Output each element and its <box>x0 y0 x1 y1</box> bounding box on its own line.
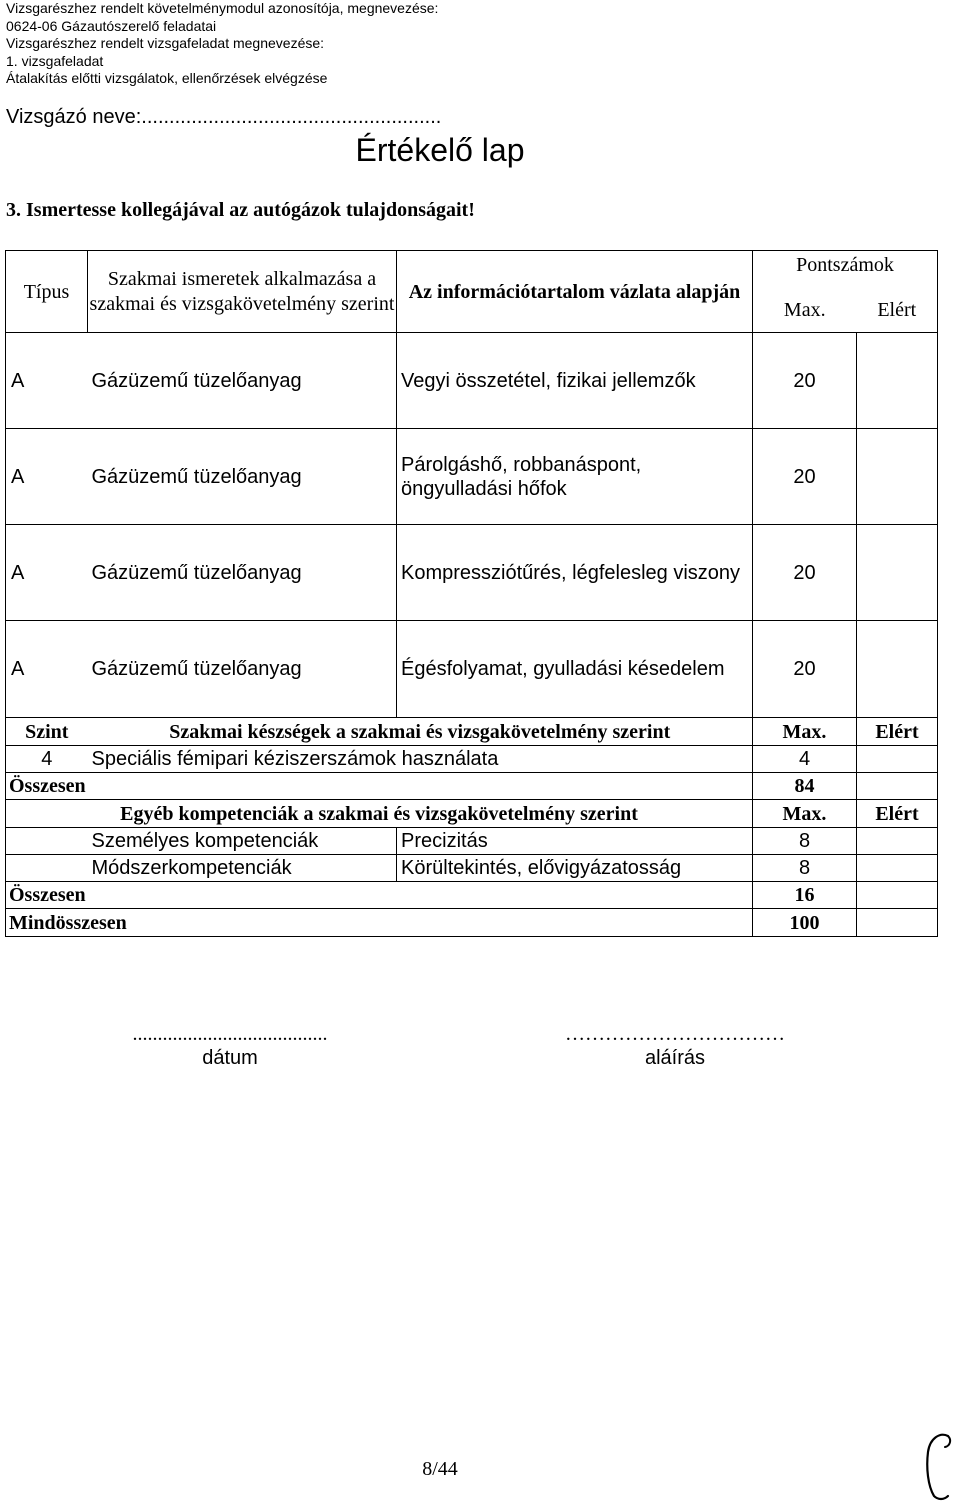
competency-category: Személyes kompetenciák <box>88 828 397 855</box>
page-number: 8/44 <box>422 1458 458 1480</box>
row-knowledge: Gázüzemű tüzelőanyag <box>88 621 397 718</box>
row-content: Vegyi összetétel, fizikai jellemzők <box>397 333 753 429</box>
skills-header-row <box>6 718 938 746</box>
subtotal-value: 84 <box>753 773 857 800</box>
row-type: A <box>6 621 88 718</box>
header-line: Vizsgarészhez rendelt követelménymodul azonosítója, megnevezése: <box>6 0 439 16</box>
row-max-points: 20 <box>753 525 857 621</box>
competencies-achieved-label: Elért <box>857 800 938 828</box>
competency-row <box>6 828 938 855</box>
subtotal-row <box>6 882 938 909</box>
competency-category: Módszerkompetenciák <box>88 855 397 882</box>
grand-total-achieved <box>857 909 938 937</box>
skills-name: Speciális fémipari kéziszerszámok használata <box>88 746 753 773</box>
skills-level: 4 <box>6 746 88 773</box>
skills-achieved-points <box>857 746 938 773</box>
col-header-max: Max. <box>753 279 857 333</box>
row-type: A <box>6 525 88 621</box>
grand-total-label: Mindösszesen <box>6 909 753 937</box>
row-knowledge: Gázüzemű tüzelőanyag <box>88 525 397 621</box>
col-header-knowledge: Szakmai ismeretek alkalmazása a szakmai és vizsgakövetelmény szerint <box>88 251 397 333</box>
competencies-max-label: Max. <box>753 800 857 828</box>
competency-achieved-points <box>857 855 938 882</box>
skills-level-label: Szint <box>6 718 88 746</box>
row-content: Kompressziótűrés, légfelesleg viszony <box>397 525 753 621</box>
row-content: Párolgáshő, robbanáspont, öngyulladási hőfok <box>397 429 753 525</box>
competency-max-points: 8 <box>753 855 857 882</box>
grand-total-value: 100 <box>753 909 857 937</box>
page-title: Értékelő lap <box>355 132 525 168</box>
header-line: 1. vizsgafeladat <box>6 52 104 69</box>
task-title: 3. Ismertesse kollegájával az autógázok tulajdonságait! <box>6 199 475 221</box>
competency-achieved-points <box>857 828 938 855</box>
skills-max-label: Max. <box>753 718 857 746</box>
subtotal-label: Összesen <box>6 882 753 909</box>
row-knowledge: Gázüzemű tüzelőanyag <box>88 429 397 525</box>
document-header <box>6 0 438 88</box>
competency-spacer <box>6 828 88 855</box>
col-header-points: Pontszámok <box>753 251 938 279</box>
row-content: Égésfolyamat, gyulladási késedelem <box>397 621 753 718</box>
table-row <box>6 333 938 429</box>
evaluation-table <box>5 250 938 937</box>
row-achieved-points <box>857 429 938 525</box>
subtotal-label: Összesen <box>6 773 753 800</box>
row-max-points: 20 <box>753 333 857 429</box>
handwritten-mark <box>918 1430 958 1502</box>
row-achieved-points <box>857 333 938 429</box>
header-line: Vizsgarészhez rendelt vizsgafeladat megnevezése: <box>6 35 325 52</box>
competencies-header-row <box>6 800 938 828</box>
signature-dots: …………………………… <box>565 1023 785 1045</box>
examinee-name-field: Vizsgázó neve:...................................................... <box>6 106 442 128</box>
competencies-title: Egyéb kompetenciák a szakmai és vizsgakövetelmény szerint <box>6 800 753 828</box>
row-type: A <box>6 429 88 525</box>
row-knowledge: Gázüzemű tüzelőanyag <box>88 333 397 429</box>
col-header-content: Az információtartalom vázlata alapján <box>397 251 753 333</box>
header-line: Átalakítás előtti vizsgálatok, ellenőrzések elvégzése <box>6 70 328 87</box>
competency-spacer <box>6 855 88 882</box>
col-header-achieved: Elért <box>857 279 938 333</box>
date-dots: ....................................... <box>132 1023 328 1045</box>
subtotal-achieved <box>857 882 938 909</box>
header-line: 0624-06 Gázautószerelő feladatai <box>6 17 217 34</box>
row-type: A <box>6 333 88 429</box>
skills-max-points: 4 <box>753 746 857 773</box>
signature-block <box>535 1022 815 1070</box>
grand-total-row <box>6 909 938 937</box>
row-max-points: 20 <box>753 621 857 718</box>
competency-row <box>6 855 938 882</box>
competency-max-points: 8 <box>753 828 857 855</box>
row-max-points: 20 <box>753 429 857 525</box>
competency-name: Precizitás <box>397 828 753 855</box>
subtotal-row <box>6 773 938 800</box>
table-row <box>6 621 938 718</box>
date-label: dátum <box>202 1047 258 1069</box>
signature-label: aláírás <box>644 1047 706 1069</box>
skills-row <box>6 746 938 773</box>
table-row <box>6 429 938 525</box>
subtotal-value: 16 <box>753 882 857 909</box>
subtotal-achieved <box>857 773 938 800</box>
skills-achieved-label: Elért <box>857 718 938 746</box>
competency-name: Körültekintés, elővigyázatosság <box>397 855 753 882</box>
row-achieved-points <box>857 621 938 718</box>
table-row <box>6 525 938 621</box>
row-achieved-points <box>857 525 938 621</box>
col-header-type: Típus <box>6 251 88 333</box>
date-signature-block <box>90 1022 370 1070</box>
skills-title: Szakmai készségek a szakmai és vizsgakövetelmény szerint <box>88 718 753 746</box>
